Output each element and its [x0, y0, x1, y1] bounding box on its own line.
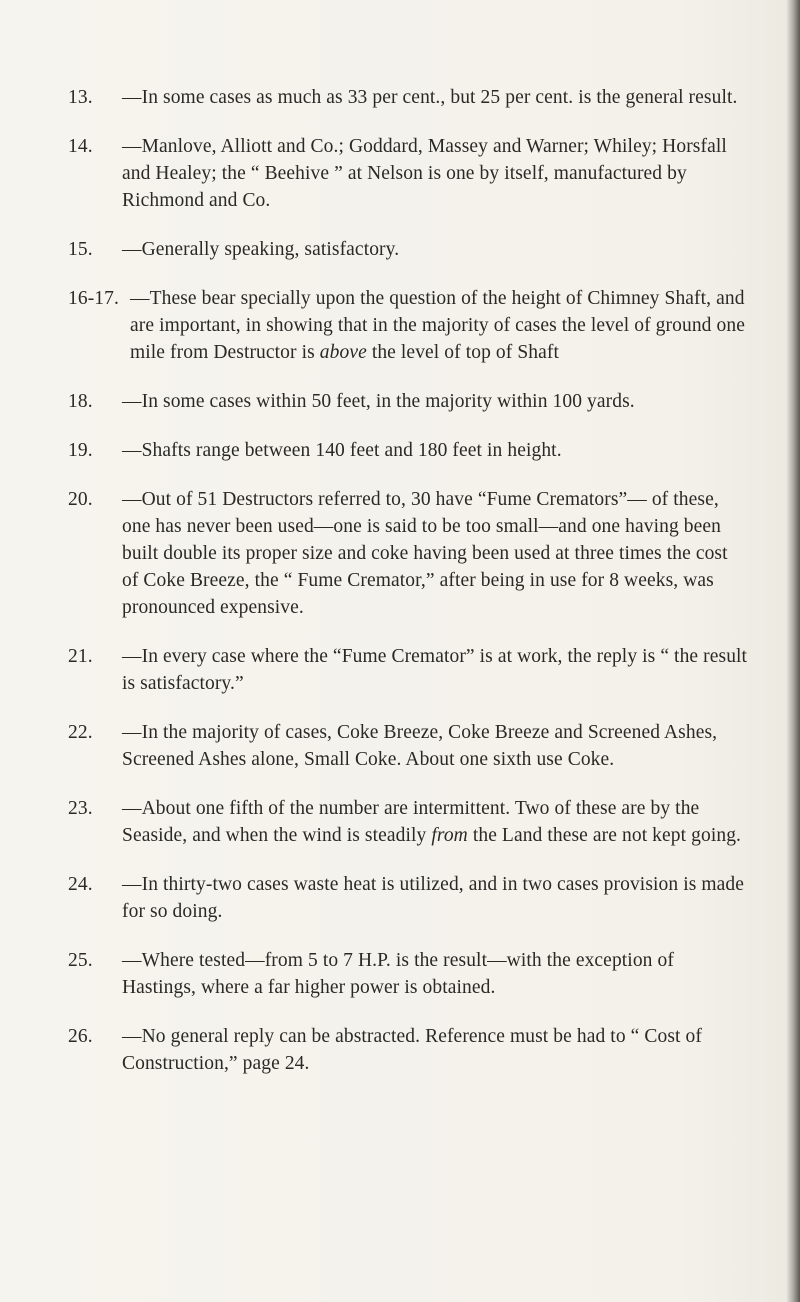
answer-19	[68, 437, 748, 464]
answer-text: —Shafts range between 140 feet and 180 feet in height.	[122, 440, 562, 461]
answer-text-part: —About one fifth of the number are intermittent. Two of these are by the Seaside, and when the wind is steadily	[122, 798, 700, 846]
answer-number: 24.	[68, 874, 93, 895]
answer-number: 21.	[68, 646, 93, 667]
answer-number: 23.	[68, 798, 93, 819]
answer-text	[122, 795, 748, 849]
answer-text: —In every case where the “Fume Cremator” is at work, the reply is “ the result is satisfactory.”	[122, 646, 748, 694]
page-edge-shadow	[786, 0, 800, 1302]
answer-number: 15.	[68, 239, 93, 260]
answer-text: —Out of 51 Destructors referred to, 30 have “Fume Cremators”— of these, one has never been used—one is said to be too small—and one having been built double its proper size and coke having been used at three times the cost of Coke Breeze, the “ Fume Cremator,” after being in use for 8 weeks, was pronounced expensive.	[122, 489, 728, 618]
answer-number: 13.	[68, 87, 93, 108]
answer-number: 26.	[68, 1026, 93, 1047]
answer-24	[68, 871, 748, 925]
answer-text-part: —These bear specially upon the question of the height of Chimney Shaft, and are important, in showing that in the majority of cases the level of ground one mile from Destructor is	[130, 288, 745, 363]
numbered-answers-list	[68, 84, 748, 1099]
answer-25	[68, 947, 748, 1001]
answer-26	[68, 1023, 748, 1077]
answer-text	[130, 285, 748, 366]
answer-text-emphasis: from	[431, 825, 468, 846]
answer-text: —In some cases within 50 feet, in the majority within 100 yards.	[122, 391, 635, 412]
answer-text: —Generally speaking, satisfactory.	[122, 239, 400, 260]
answer-text: —In thirty-two cases waste heat is utilized, and in two cases provision is made for so doing.	[122, 874, 745, 922]
answer-text: —No general reply can be abstracted. Reference must be had to “ Cost of Construction,” page 24.	[122, 1026, 702, 1074]
answer-13	[68, 84, 748, 111]
answer-text-part: the Land these are not kept going.	[467, 825, 742, 846]
answer-text-part: the level of top of Shaft	[366, 342, 559, 363]
answer-22	[68, 719, 748, 773]
answer-number: 16-17.	[68, 288, 119, 309]
answer-23	[68, 795, 748, 849]
answer-text: —Manlove, Alliott and Co.; Goddard, Massey and Warner; Whiley; Horsfall and Healey; the “ Beehive ” at Nelson is one by itself, manufactured by Richmond and Co.	[122, 136, 727, 211]
answer-text: —In the majority of cases, Coke Breeze, Coke Breeze and Screened Ashes, Screened Ashes alone, Small Coke. About one sixth use Coke.	[122, 722, 718, 770]
answer-16-17	[68, 285, 748, 366]
answer-14	[68, 133, 748, 214]
answer-21	[68, 643, 748, 697]
answer-number: 19.	[68, 440, 93, 461]
answer-20	[68, 486, 748, 621]
answer-15	[68, 236, 748, 263]
answer-number: 25.	[68, 950, 93, 971]
answer-number: 20.	[68, 489, 93, 510]
answer-number: 18.	[68, 391, 93, 412]
answer-text-emphasis: above	[319, 342, 367, 363]
answer-text: —Where tested—from 5 to 7 H.P. is the result—with the exception of Hastings, where a far higher power is obtained.	[122, 950, 674, 998]
answer-18	[68, 388, 748, 415]
answer-number: 22.	[68, 722, 93, 743]
answer-number: 14.	[68, 136, 93, 157]
answer-text: —In some cases as much as 33 per cent., but 25 per cent. is the general result.	[122, 87, 738, 108]
